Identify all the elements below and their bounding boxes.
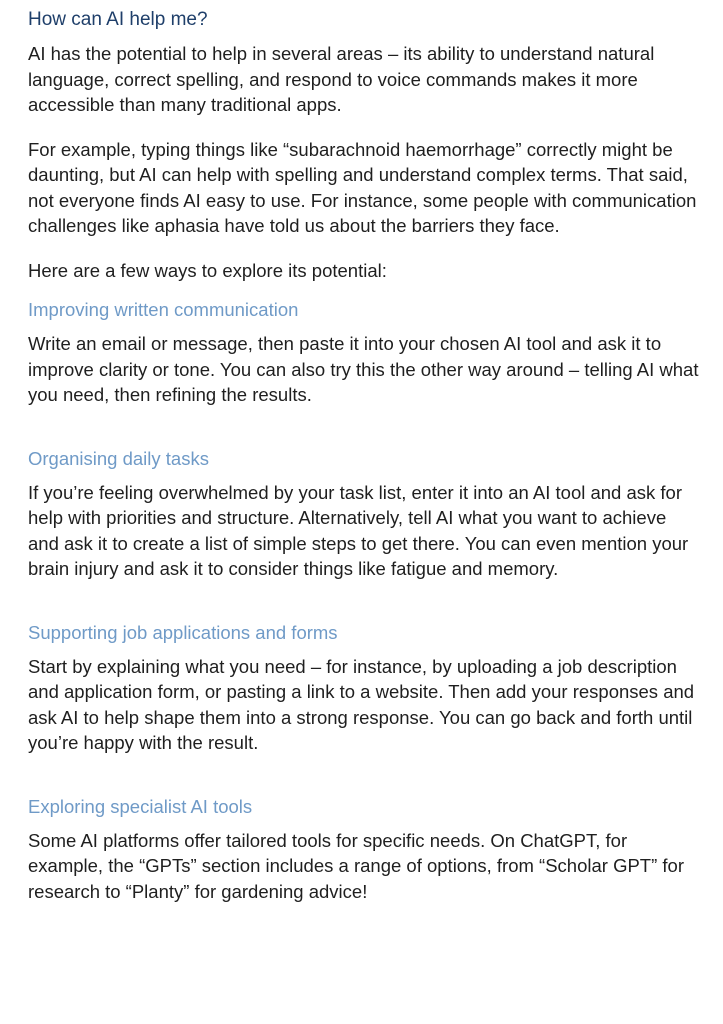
intro-paragraph-example: For example, typing things like “subarachnoid haemorrhage” correctly might be daunting, but AI can help with spelling and understand complex terms. That said, not everyone finds AI easy to use. For instance, some people with communication challenges like aphasia have told us about the barriers they face. [28,138,697,236]
document-page [28,0,700,904]
section-heading-specialist-tools: Exploring specialist AI tools [28,795,253,817]
intro-paragraph-accessibility: AI has the potential to help in several areas – its ability to understand natural language, correct spelling, and respond to voice commands makes it more accessible than many traditional apps. [28,43,655,115]
section-body-daily-tasks: If you’re feeling overwhelmed by your task list, enter it into an AI tool and ask for help with priorities and structure. Alternatively, tell AI what you want to achieve and ask it to create a list of simple steps to get there. You can even mention your brain injury and ask it to consider things like fatigue and memory. [28,481,689,579]
section-body-specialist-tools: Some AI platforms offer tailored tools for specific needs. On ChatGPT, for example, the “GPTs” section includes a range of options, from “Scholar GPT” for research to “Planty” for gardening advice! [28,829,685,902]
section-heading-written-communication: Improving written communication [28,299,299,320]
section-heading-job-applications: Supporting job applications and forms [28,621,338,643]
intro-paragraph-ways: Here are a few ways to explore its potential: [28,259,387,281]
section-heading-daily-tasks: Organising daily tasks [28,447,209,469]
page-title: How can AI help me? [28,9,208,30]
section-body-written-communication: Write an email or message, then paste it into your chosen AI tool and ask it to improve clarity or tone. You can also try this the other way around – telling AI what you need, then refining the results. [28,333,699,405]
section-body-job-applications: Start by explaining what you need – for instance, by uploading a job description and application form, or pasting a link to a website. Then add your responses and ask AI to help shape them into a strong response. You can go back and forth until you’re happy with the result. [28,655,695,753]
